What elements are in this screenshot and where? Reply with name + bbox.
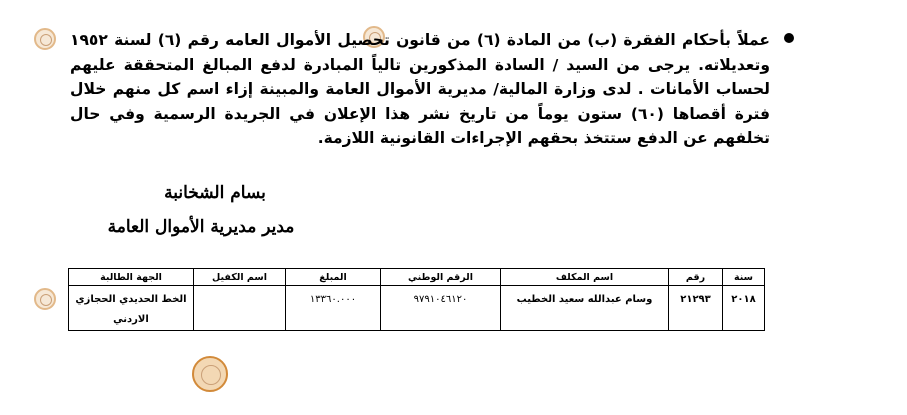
signatory-name: بسام الشخانبة xyxy=(164,183,266,203)
emblem-seal-icon xyxy=(192,356,228,392)
emblem-watermark-icon xyxy=(34,28,56,50)
header-number: رقم xyxy=(669,269,723,286)
emblem-watermark-icon xyxy=(34,288,56,310)
header-year: سنة xyxy=(723,269,765,286)
cell-year: ٢٠١٨ xyxy=(723,286,765,331)
signatory-title: مدير مديرية الأموال العامة xyxy=(107,217,295,237)
header-requesting-body: الجهة الطالبة xyxy=(69,269,194,286)
cell-requesting-body: الخط الحديدي الحجازي الاردني xyxy=(69,286,194,331)
cell-number: ٢١٢٩٣ xyxy=(669,286,723,331)
header-guarantor: اسم الكفيل xyxy=(194,269,286,286)
cell-amount: ١٣٣٦٠.٠٠٠ xyxy=(286,286,381,331)
cell-guarantor xyxy=(194,286,286,331)
cell-taxpayer: وسام عبدالله سعيد الخطيب xyxy=(501,286,669,331)
cell-national-id: ٩٧٩١٠٤٦١٢٠ xyxy=(381,286,501,331)
dues-table xyxy=(68,268,765,331)
notice-paragraph: عملاً بأحكام الفقرة (ب) من المادة (٦) من قانون تحصيل الأموال العامه رقم (٦) لسنة ١٩٥٢ وتعديلاته. يرجى من السيد / السادة المذكورين تالياً المبادرة لدفع المبالغ المتحققة عليهم لحساب الأمانات . لدى وزارة المالية/ مديرية الأموال العامة والمبينة إزاء اسم كل منهم خلال فترة أقصاها (٦٠) ستون يوماً من تاريخ نشر هذا الإعلان في الجريدة الرسمية وفي حال تخلفهم عن الدفع ستتخذ بحقهم الإجراءات القانونية اللازمة. xyxy=(70,31,770,147)
table-header-row xyxy=(69,269,765,286)
bullet-icon xyxy=(784,33,794,43)
header-national-id: الرقم الوطني xyxy=(381,269,501,286)
table-row xyxy=(69,286,765,331)
header-taxpayer: اسم المكلف xyxy=(501,269,669,286)
header-amount: المبلغ xyxy=(286,269,381,286)
